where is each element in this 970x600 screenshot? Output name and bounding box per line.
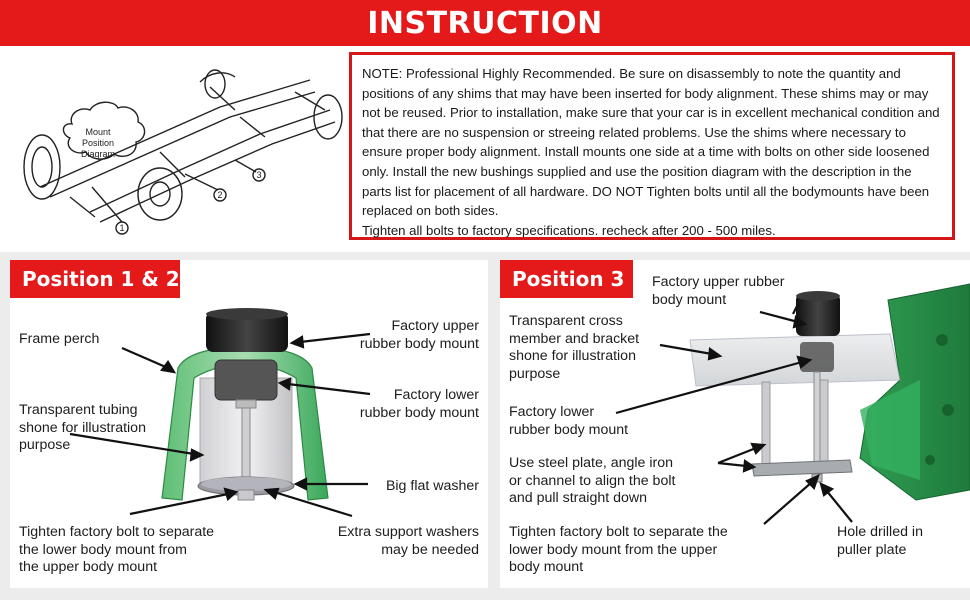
- note-final-line: Tighten all bolts to factory specifications. recheck after 200 - 500 miles.: [362, 222, 776, 238]
- callout-1: 1: [119, 223, 125, 233]
- label-upper-mount-3: [652, 274, 784, 309]
- chassis-label-line-3: Diagram: [80, 149, 116, 159]
- label-tighten-3-line-1: Tighten factory bolt to separate the: [509, 524, 728, 540]
- cross-member-shape: [690, 334, 900, 386]
- page-title: INSTRUCTION: [367, 5, 603, 41]
- label-tighten-12-line-1: Tighten factory bolt to separate: [19, 524, 215, 540]
- label-flat-washer: Big flat washer: [385, 478, 479, 494]
- label-lower-mount-12-line-1: Factory lower: [393, 387, 479, 403]
- label-hole-drilled-line-2: puller plate: [837, 541, 907, 558]
- header-banner: [0, 0, 970, 46]
- label-upper-mount-3-line-2: body mount: [652, 291, 727, 308]
- label-frame-perch: Frame perch: [19, 331, 100, 347]
- label-upper-mount-12-line-2: rubber body mount: [359, 335, 479, 352]
- label-steel-plate-line-3: and pull straight down: [509, 490, 648, 507]
- bolt-shape: [242, 400, 250, 488]
- label-hole-drilled-line-1: Hole drilled in: [837, 524, 923, 540]
- label-lower-mount-12: [300, 387, 479, 422]
- label-tubing-line-1: Transparent tubing: [19, 402, 138, 418]
- label-cross-member-line-1: Transparent cross: [509, 313, 623, 329]
- label-lower-mount-12-line-2: rubber body mount: [359, 404, 479, 421]
- note-paragraph: NOTE: Professional Highly Recommended. Be sure on disassembly to note the quantity and positions of any shims that may have been inserted for body alignment. These shims may or may not be reused. Prior to installation, make sure that your car is in excellent mechanical condition and that there are no suspension or streeing related problems. Use the shims where necessary to ensure proper body alignment. Install mounts one side at a time with bolts on other side loosened only. Install the new bushings supplied and use the position diagram with the description in the parts list for placement of all hardware. DO NOT Tighten bolts until all the bodymounts have been replaced on both sides.: [362, 66, 940, 219]
- label-cross-member-line-2: member and bracket: [509, 330, 640, 347]
- label-tighten-3-line-3: body mount: [509, 559, 584, 576]
- position-12-title: Position 1 & 2: [10, 260, 180, 298]
- label-lower-mount-3-line-1: Factory lower: [509, 404, 595, 420]
- label-extra-washers-line-1: Extra support washers: [337, 524, 479, 540]
- label-upper-mount-12: [300, 318, 479, 353]
- lower-mount-shape: [215, 360, 277, 400]
- front-left-wheel: [24, 135, 60, 199]
- rear-right-wheel: [314, 95, 342, 139]
- label-tighten-3: [509, 524, 728, 577]
- label-steel-plate: [509, 455, 675, 508]
- bolt-3-shape: [814, 372, 820, 472]
- label-hole-drilled: [837, 524, 923, 559]
- position-3-title: Position 3: [500, 260, 633, 298]
- label-lower-mount-3-line-2: rubber body mount: [509, 421, 629, 438]
- label-tighten-12: [19, 524, 214, 577]
- label-cross-member-line-3: shone for illustration: [509, 348, 636, 365]
- label-lower-mount-3: [509, 404, 628, 439]
- label-tighten-12-line-2: the lower body mount from: [19, 541, 187, 558]
- label-upper-mount-12-line-1: Factory upper: [391, 318, 479, 334]
- note-box: [349, 52, 955, 240]
- label-steel-plate-line-1: Use steel plate, angle iron: [509, 455, 674, 471]
- label-tubing: [19, 402, 146, 455]
- chassis-label-line-1: Mount: [85, 127, 111, 137]
- label-extra-washers-line-2: may be needed: [381, 541, 479, 558]
- label-tubing-line-2: shone for illustration: [19, 419, 146, 436]
- label-steel-plate-line-2: or channel to align the bolt: [509, 472, 676, 489]
- label-upper-mount-3-line-1: Factory upper rubber: [652, 274, 785, 290]
- label-tighten-3-line-2: lower body mount from the upper: [509, 541, 718, 558]
- label-tighten-12-line-3: the upper body mount: [19, 559, 158, 576]
- callout-2: 2: [217, 190, 223, 200]
- chassis-diagram: [10, 62, 345, 242]
- label-cross-member-line-4: purpose: [509, 365, 561, 382]
- callout-3: 3: [256, 170, 262, 180]
- label-tubing-line-3: purpose: [19, 437, 71, 454]
- label-extra-washers: [300, 524, 479, 559]
- lower-mount-3-shape: [800, 342, 834, 372]
- label-cross-member: [509, 313, 639, 383]
- chassis-label-line-2: Position: [81, 138, 115, 148]
